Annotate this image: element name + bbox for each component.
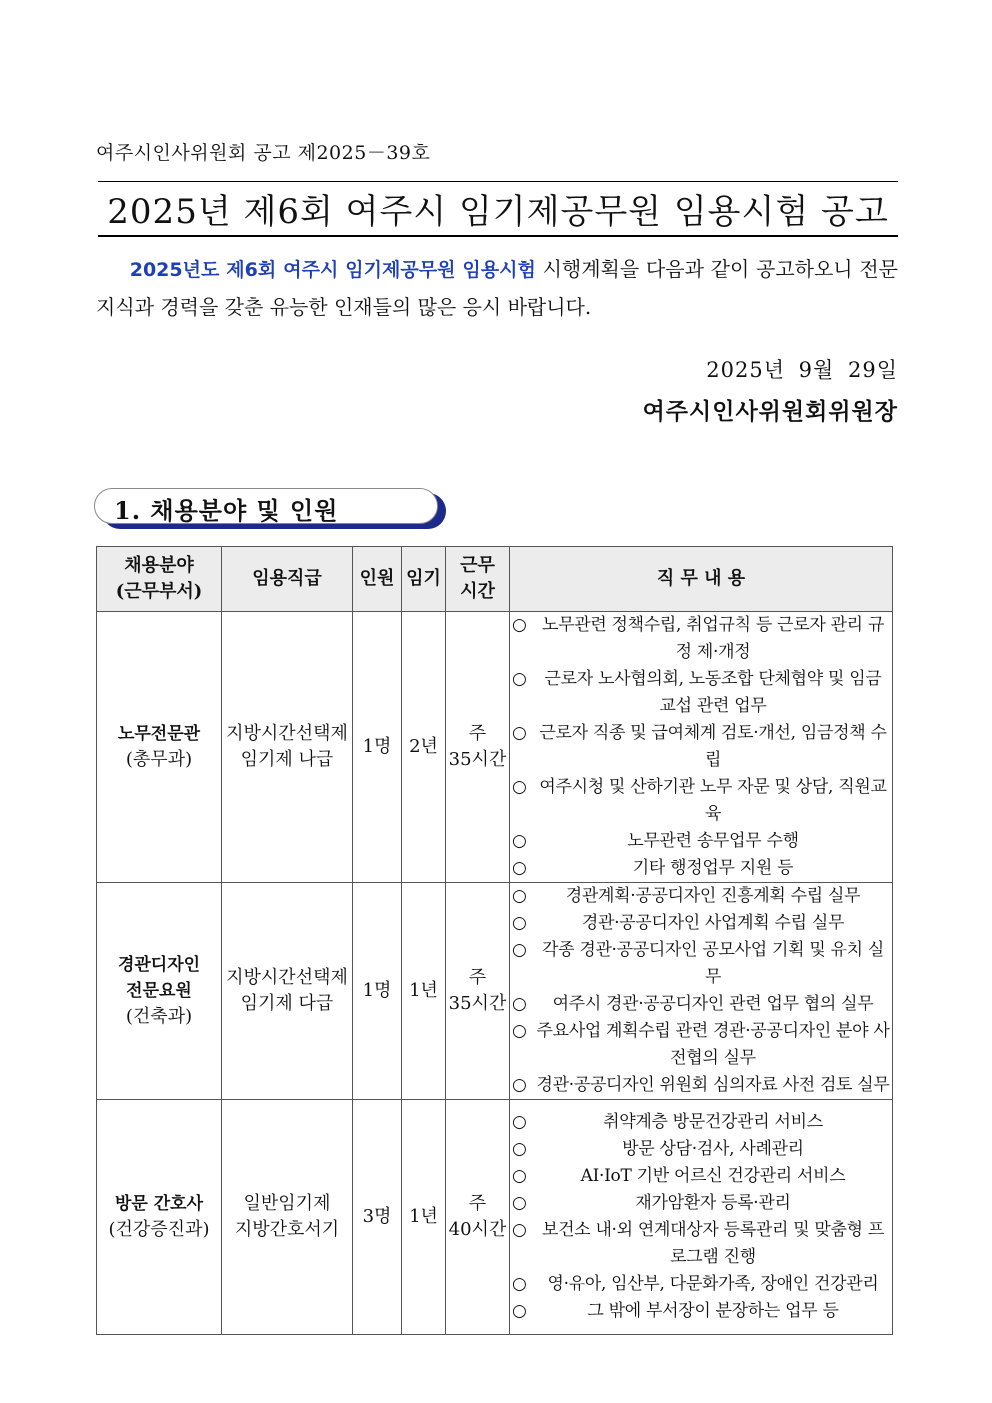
circle-bullet-icon: ○: [512, 913, 527, 933]
intro-paragraph: [96, 251, 898, 326]
field-name: 경관디자인: [117, 955, 201, 975]
circle-bullet-icon: ○: [512, 1301, 527, 1321]
grade-cell: [222, 1100, 353, 1335]
term-cell: 1년: [402, 1100, 446, 1335]
duty-item: ○ 근로자 노사협의회, 노동조합 단체협약 및 임금 교섭 관련 업무: [510, 666, 892, 720]
term-cell: 1년: [402, 883, 446, 1100]
circle-bullet-icon: ○: [512, 669, 527, 689]
duty-item: ○ 경관·공공디자인 위원회 심의자료 사전 검토 실무: [510, 1072, 892, 1099]
department: (건강증진과): [108, 1219, 210, 1240]
field-name: 노무전문관: [117, 724, 201, 744]
duties-cell: [510, 883, 893, 1100]
circle-bullet-icon: ○: [512, 940, 527, 960]
hours-cell: [446, 883, 510, 1100]
recruitment-table: [96, 546, 893, 1335]
circle-bullet-icon: ○: [512, 994, 527, 1014]
duty-item: ○ 취약계층 방문건강관리 서비스: [510, 1109, 892, 1136]
department: (건축과): [125, 1006, 193, 1027]
duty-item: ○ 여주시 경관·공공디자인 관련 업무 협의 실무: [510, 991, 892, 1018]
duty-item: ○ 보건소 내·외 연계대상자 등록관리 및 맞춤형 프로그램 진행: [510, 1217, 892, 1271]
intro-highlight: 2025년도 제6회 여주시 임기제공무원 임용시험: [129, 259, 536, 281]
hours-cell: [446, 612, 510, 883]
hours-line1: 주: [468, 967, 487, 988]
hours-line2: 35시간: [448, 749, 507, 770]
header-term: 임기: [402, 547, 446, 612]
table-row: [97, 612, 893, 883]
duty-item: ○ 노무관련 송무업무 수행: [510, 828, 892, 855]
circle-bullet-icon: ○: [512, 777, 527, 797]
duty-item: ○ 기타 행정업무 지원 등: [510, 855, 892, 882]
header-field-line2: (근무부서): [115, 581, 203, 602]
announcement-date: 2025년 9월 29일: [706, 358, 898, 382]
grade-cell: [222, 883, 353, 1100]
circle-bullet-icon: ○: [512, 886, 527, 906]
hours-cell: [446, 1100, 510, 1335]
field-cell: [97, 1100, 222, 1335]
term-cell: 2년: [402, 612, 446, 883]
header-field-line1: 채용분야: [124, 555, 194, 576]
hours-line2: 40시간: [448, 1219, 507, 1240]
header-hours-line2: 시간: [460, 581, 495, 602]
duty-item: ○ 각종 경관·공공디자인 공모사업 기획 및 유치 실무: [510, 937, 892, 991]
duties-cell: [510, 612, 893, 883]
field-cell: [97, 612, 222, 883]
section-heading-label: 1. 채용분야 및 인원: [114, 496, 339, 525]
duty-list: [510, 883, 892, 1099]
header-field: [97, 547, 222, 612]
grade-line1: 지방시간선택제: [226, 967, 348, 988]
duty-item: ○ 그 밖에 부서장이 분장하는 업무 등: [510, 1298, 892, 1325]
page-title: 2025년 제6회 여주시 임기제공무원 임용시험 공고: [107, 192, 889, 232]
grade-line2: 임기제 다급: [240, 993, 334, 1014]
duty-item: ○ 근로자 직종 및 급여체계 검토·개선, 임금정책 수립: [510, 720, 892, 774]
circle-bullet-icon: ○: [512, 1166, 527, 1186]
department: (총무과): [125, 749, 193, 770]
circle-bullet-icon: ○: [512, 1193, 527, 1213]
header-hours-line1: 근무: [460, 555, 495, 576]
count-cell: 1명: [353, 883, 402, 1100]
duty-list: [510, 1109, 892, 1325]
table-row: [97, 1100, 893, 1335]
duty-list: [510, 612, 892, 882]
circle-bullet-icon: ○: [512, 1274, 527, 1294]
grade-line1: 일반임기제: [243, 1193, 331, 1214]
circle-bullet-icon: ○: [512, 858, 527, 878]
title-bottom-rule: [98, 235, 898, 237]
count-cell: 3명: [353, 1100, 402, 1335]
circle-bullet-icon: ○: [512, 1139, 527, 1159]
grade-line1: 지방시간선택제: [226, 723, 348, 744]
duty-item: ○ 재가암환자 등록·관리: [510, 1190, 892, 1217]
header-grade: 임용직급: [222, 547, 353, 612]
notice-number: 여주시인사위원회 공고 제2025－39호: [96, 142, 431, 164]
grade-cell: [222, 612, 353, 883]
signer: 여주시인사위원회위원장: [642, 399, 898, 425]
circle-bullet-icon: ○: [512, 1021, 527, 1041]
hours-line2: 35시간: [448, 993, 507, 1014]
circle-bullet-icon: ○: [512, 615, 527, 635]
circle-bullet-icon: ○: [512, 723, 527, 743]
grade-line2: 지방간호서기: [234, 1219, 340, 1240]
duties-cell: [510, 1100, 893, 1335]
circle-bullet-icon: ○: [512, 1220, 527, 1240]
duty-item: ○ 영·유아, 임산부, 다문화가족, 장애인 건강관리: [510, 1271, 892, 1298]
table-row: [97, 883, 893, 1100]
duty-item: ○ 주요사업 계획수립 관련 경관·공공디자인 분야 사전협의 실무: [510, 1018, 892, 1072]
grade-line2: 임기제 나급: [240, 749, 334, 770]
section-heading: [94, 488, 448, 529]
header-count: 인원: [353, 547, 402, 612]
intro-text: 시행계획을 다음과 같이 공고하오니 전문지식과 경력을 갖춘 유능한 인재들의 많은 응시 바랍니다.: [96, 257, 898, 319]
header-duties: 직 무 내 용: [510, 547, 893, 612]
field-name: 방문 간호사: [114, 1194, 204, 1214]
circle-bullet-icon: ○: [512, 1075, 527, 1095]
field-cell: [97, 883, 222, 1100]
title-top-rule: [98, 181, 898, 182]
duty-item: ○ 경관·공공디자인 사업계획 수립 실무: [510, 910, 892, 937]
hours-line1: 주: [468, 1193, 487, 1214]
circle-bullet-icon: ○: [512, 1112, 527, 1132]
duty-item: ○ 방문 상담·검사, 사례관리: [510, 1136, 892, 1163]
circle-bullet-icon: ○: [512, 831, 527, 851]
duty-item: ○ 여주시청 및 산하기관 노무 자문 및 상담, 직원교육: [510, 774, 892, 828]
hours-line1: 주: [468, 723, 487, 744]
field-name-line2: 전문요원: [126, 981, 192, 1001]
table-header-row: [97, 547, 893, 612]
duty-item: ○ 노무관련 정책수립, 취업규칙 등 근로자 관리 규정 제·개정: [510, 612, 892, 666]
header-hours: [446, 547, 510, 612]
duty-item: ○ AI·IoT 기반 어르신 건강관리 서비스: [510, 1163, 892, 1190]
duty-item: ○ 경관계획·공공디자인 진흥계획 수립 실무: [510, 883, 892, 910]
count-cell: 1명: [353, 612, 402, 883]
